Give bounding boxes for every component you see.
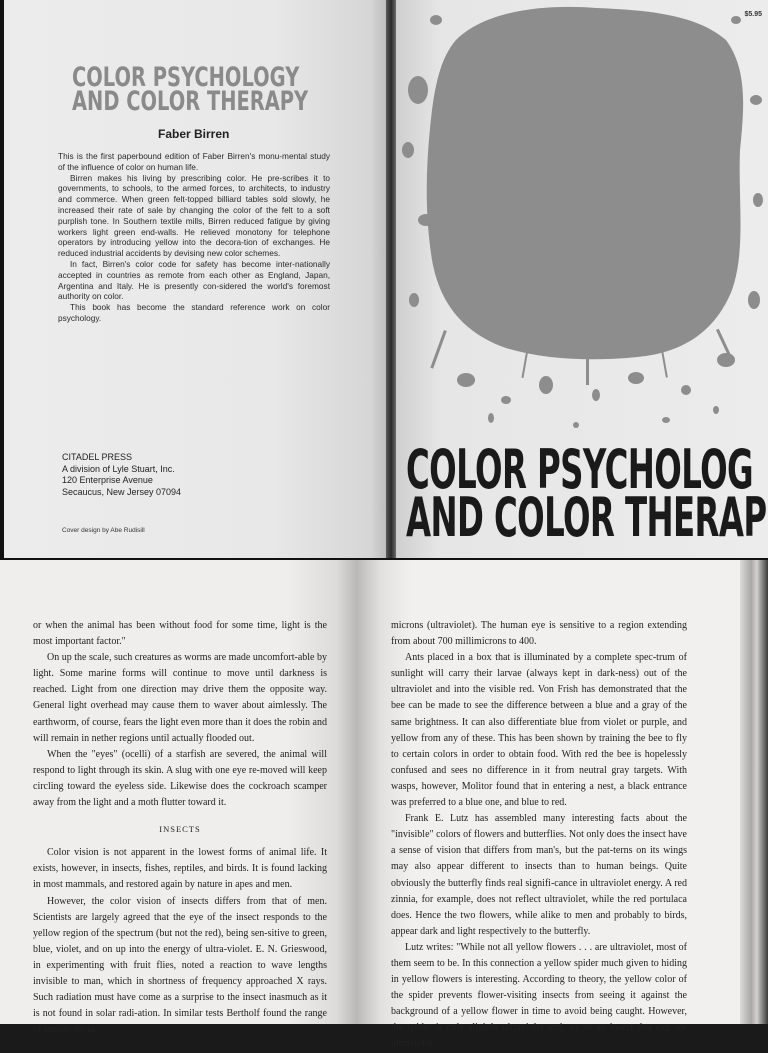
back-cover-title [72,62,309,117]
front-title-line-2: AND COLOR THERAP [406,486,767,549]
back-title-line-1: COLOR PSYCHOLOGY [72,62,300,93]
paragraph: microns (ultraviolet). The human eye is sensitive to a region extending from about 700 millimicrons to 400. [391,620,687,648]
paragraph: Ants placed in a box that is illuminated by a complete spec-trum of sunlight will carry their larvae (always kept in dark-ness) out of the ultraviolet and into the visible red. Von Frish has demonstrated that the bee can be made to see the difference between a blue and a gray of the same brightness. It can also differentiate blue from violet or purple, and yellow from any of these. This has been shown by training the bee to fly to certain colors in order to obtain food. With red the bee is hopelessly confused and sees no difference in it from neutral gray targets. With wasps, however, Molitor found that in entering a nest, a black entrance was preferred to a blue one, and blue to red. [391,652,687,809]
publisher-address [62,452,181,498]
book-spine [386,0,396,558]
paragraph: On up the scale, such creatures as worms are made uncomfort-able by light. Some marine forms will continue to move until darkness is reached. Light from one direction may drive them the opposite way. General light overhead may cause them to waver about aimlessly. The earthworm, of course, fears the light even more than it does the robin and will remain in nether regions until actually flooded out. [33,652,327,744]
back-title-line-2: AND COLOR THERAPY [72,86,309,117]
front-cover [396,0,768,558]
back-cover-blurb [58,151,330,324]
paragraph: Frank E. Lutz has assembled many interesting facts about the "invisible" colors of flowers and butterflies. Not only does the insect have a sense of vision that differs from man's, but the pat-terns on its wings may also appear different to insects than to human beings. Quite obviously the butterfly finds real signifi-cance in ultraviolet energy. A red zinnia, for example, does not reflect ultraviolet, while the red portulaca does. Hence the two flowers, while alike to men and probably to birds, appear dark and light respectively to the butterfly. [391,813,687,937]
paint-splash-illustration [396,0,768,450]
publisher-line: CITADEL PRESS [62,452,133,462]
blurb-paragraph: This book has become the standard reference work on color psychology. [58,302,330,323]
publisher-line: A division of Lyle Stuart, Inc. [62,463,175,474]
paragraph: or when the animal has been without food for some time, light is the most important factor." [33,620,327,648]
publisher-line: 120 Enterprise Avenue [62,475,153,485]
interior-spread [0,560,768,1050]
paragraph: Color vision is not apparent in the lowest forms of animal life. It exists, however, in insects, fishes, reptiles, and birds. It is found lacking in most mammals, and restored again by nature in apes and men. [33,847,327,891]
author-name: Faber Birren [158,127,230,141]
right-page-text [391,618,687,1053]
paragraph: When the "eyes" (ocelli) of a starfish are severed, the animal will respond to light through its skin. A slug with one eye re-moved will keep circling toward the eyeless side. Likewise does the cockroach scamper away from the light and a moth flutter toward it. [33,748,327,809]
publisher-line: Secaucus, New Jersey 07094 [62,486,182,497]
paragraph: Lutz writes: "While not all yellow flowers . . . are ultraviolet, most of them seem to be. In this connection a yellow spider much given to hiding in yellow flowers is interesting. According to theory, the yellow color of the spider prevents flower-visiting insects from seeing it against the background of a yellow flower in time to avoid being caught. However, the spider is only slightly ultraviolet and, so, to an insect that can see ultraviolet [391,941,687,1050]
left-page-text [33,618,327,1038]
blurb-paragraph: This is the first paperbound edition of Faber Birren's monu-mental study of the influence of color on human life. [58,151,330,172]
front-title-line-1: COLOR PSYCHOLOG [406,438,754,501]
section-heading: INSECTS [159,824,201,835]
back-cover [4,0,386,558]
page-edge [740,560,768,1024]
price-label: $5.95 [744,11,762,18]
blurb-paragraph: Birren makes his living by prescribing color. He pre-scribes it to governments, to schools, to the armed forces, to architects, to industry and commerce. When green felt-topped billiard tables sold slowly, he increased their rate of sale by changing the color of the felt to a soft purplish tone. In Southern textile mills, Birren reduced fatigue by giving workers light green end-walls. He relieved monotony for telephone operators by introducing yellow into the decora-tion of exchanges. He reduced industrial accidents by devising new color schemes. [58,172,330,259]
blurb-paragraph: In fact, Birren's color code for safety has become inter-nationally accepted in countries as remote from each other as England, Japan, Argentina and Italy. He is presently con-sidered the world's foremost authority on color. [58,258,330,302]
front-cover-title [406,438,767,549]
cover-credit: Cover design by Abe Rudisill [62,527,145,534]
paragraph: However, the color vision of insects differs from that of men. Scientists are largely agreed that the eye of the insect responds to the yellow region of the spectrum (but not the red), being sen-sitive to green, blue, violet, and on up into the energy of ultra-violet. E. N. Grieswood, in experimenting with fruit flies, noted a reaction to wave lengths invisible to man, which in shortness of frequency approached X rays. Such radiation must have come as a surprise to the insect inasmuch as it is not found in solar radi-ation. In similar tests Bertholf found the range of sensitivity in [33,895,327,1036]
